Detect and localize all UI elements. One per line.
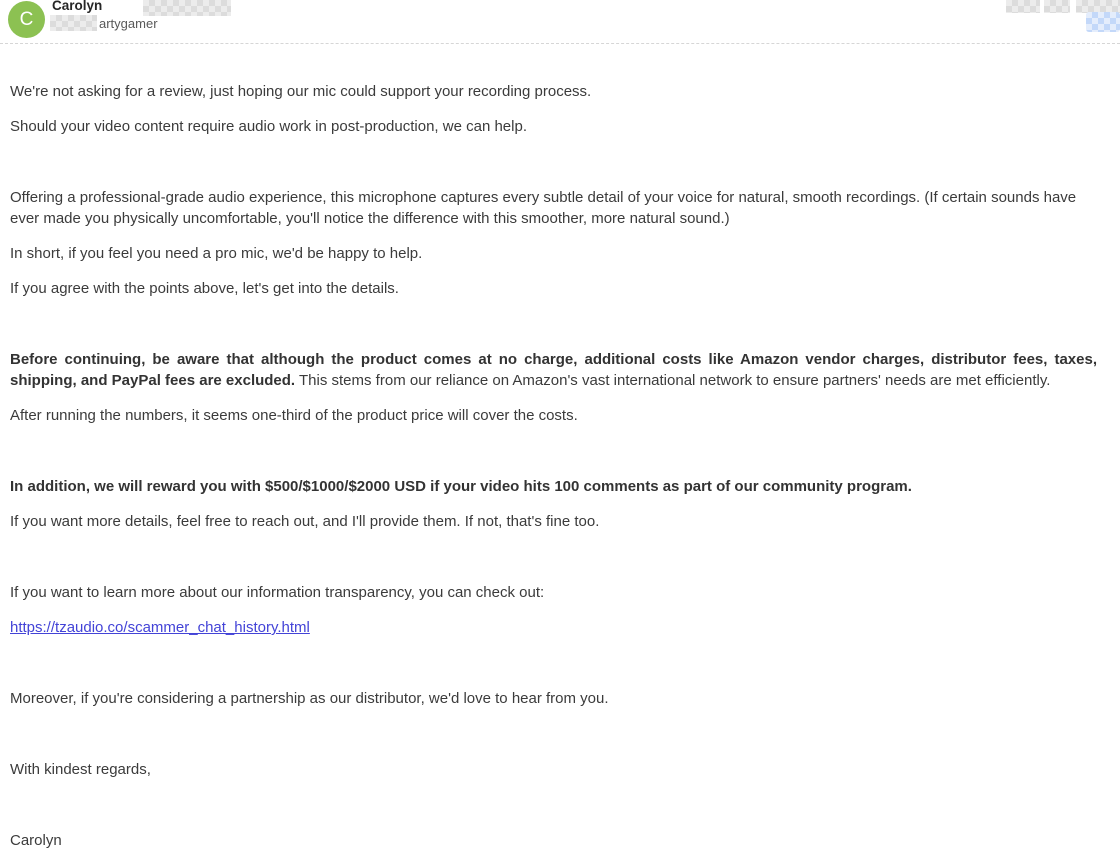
body-paragraph: Should your video content require audio work in post-production, we can help. [10,118,527,135]
costs-bold-text: Before continuing, be aware that although the product comes at no charge, additional costs like Amazon vendor charges, distributor fees, taxes, shipping, and PayPal fees are excluded. [10,351,1097,389]
body-paragraph-link [10,617,1097,638]
body-signature: Carolyn [10,832,62,849]
redacted-sender-email [143,0,231,16]
redacted-recipient-prefix [50,15,97,31]
body-paragraph: If you want more details, feel free to reach out, and I'll provide them. If not, that's fine too. [10,513,600,530]
body-paragraph: If you want to learn more about our information transparency, you can check out: [10,584,545,601]
redacted-timestamp-segment [1006,0,1040,13]
body-paragraph: We're not asking for a review, just hoping our mic could support your recording process. [10,83,592,100]
body-paragraph: If you agree with the points above, let's get into the details. [10,280,399,297]
sender-avatar-initial: C [19,8,34,30]
costs-regular-text: This stems from our reliance on Amazon's vast international network to ensure partners' needs are met efficiently. [295,372,1051,389]
message-body [0,44,1120,851]
body-paragraph: After running the numbers, it seems one-third of the product price will cover the costs. [10,407,578,424]
redacted-action-button[interactable] [1086,12,1120,32]
body-signoff: With kindest regards, [10,761,151,778]
body-paragraph-costs [10,349,1097,391]
body-paragraph: Offering a professional-grade audio experience, this microphone captures every subtle detail of your voice for natural, smooth recordings. (If certain sounds have ever made you physically uncomfortable, you'll notice the difference with this smoother, more natural sound.) [10,189,1077,227]
body-paragraph: Moreover, if you're considering a partnership as our distributor, we'd love to hear from you. [10,690,609,707]
message-header [0,0,1120,44]
recipient-handle: artygamer [99,16,158,31]
sender-avatar[interactable] [8,1,45,38]
redacted-timestamp-segment [1044,0,1070,13]
sender-name[interactable]: Carolyn [52,0,103,13]
body-paragraph-reward: In addition, we will reward you with $500/$1000/$2000 USD if your video hits 100 comments as part of our community program. [10,478,912,495]
body-paragraph: In short, if you feel you need a pro mic, we'd be happy to help. [10,245,423,262]
transparency-link[interactable]: https://tzaudio.co/scammer_chat_history.html [10,619,310,636]
